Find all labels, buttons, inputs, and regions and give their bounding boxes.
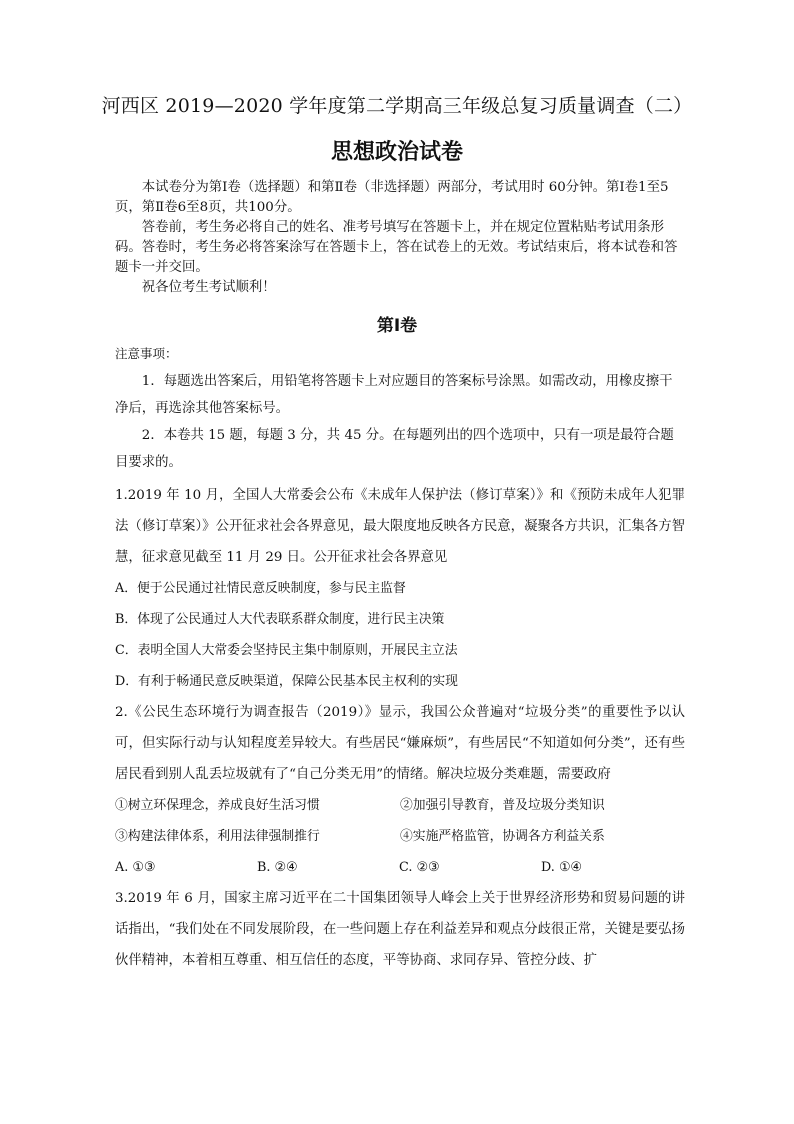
question-2-answer-a: A. ①③ — [115, 860, 156, 875]
question-2-answer-row — [115, 852, 685, 883]
intro-block — [115, 178, 685, 298]
question-2-stem: 2.《公民生态环境行为调查报告（2019）》显示，我国公众普遍对“垃圾分类”的重要性予以认可，但实际行动与认知程度差异较大。有些居民“嫌麻烦”，有些居民“不知道如何分类”，还有些居民看到别人乱丢垃圾就有了“自己分类无用”的情绪。解决垃圾分类难题，需要政府 — [115, 705, 685, 782]
notice-item: 1．每题选出答案后，用铅笔将答题卡上对应题目的答案标号涂黑。如需改动，用橡皮擦干净后，再选涂其他答案标号。 — [115, 374, 673, 416]
intro-paragraph: 本试卷分为第Ⅰ卷（选择题）和第Ⅱ卷（非选择题）两部分，考试用时 60分钟。第Ⅰ卷1至5页，第Ⅱ卷6至8页，共100分。 — [115, 180, 669, 215]
question-2-answer-b: B. ②④ — [257, 860, 298, 875]
section-title: 第Ⅰ卷 — [376, 316, 418, 336]
questions-block — [115, 480, 685, 976]
notice-item: 2．本卷共 15 题，每题 3 分，共 45 分。在每题列出的四个选项中，只有一项是最符合题目要求的。 — [115, 428, 674, 470]
question-2-choice-row — [115, 821, 685, 852]
notice-heading: 注意事项： — [115, 346, 178, 361]
question-2-choice-1: ①树立环保理念，养成良好生活习惯 — [115, 798, 320, 813]
question-2-choice-row — [115, 790, 685, 821]
notice-block — [115, 368, 685, 476]
question-2-choice-4: ④实施严格监管，协调各方利益关系 — [400, 829, 605, 844]
question-1-option-a: A．便于公民通过社情民意反映制度，参与民主监督 — [115, 581, 406, 596]
question-2-answer-d: D. ①④ — [541, 860, 582, 875]
question-2-choice-3: ③构建法律体系，利用法律强制推行 — [115, 829, 320, 844]
exam-title: 河西区 2019—2020 学年度第二学期高三年级总复习质量调查（二） — [101, 95, 693, 117]
intro-paragraph: 答卷前，考生务必将自己的姓名、准考号填写在答题卡上，并在规定位置粘贴考试用条形码。答卷时，考生务必将答案涂写在答题卡上，答在试卷上的无效。考试结束后，将本试卷和答题卡一并交回。 — [115, 220, 678, 275]
question-1-option-d: D．有利于畅通民意反映渠道，保障公民基本民主权利的实现 — [115, 674, 458, 689]
question-3-stem: 3.2019 年 6 月，国家主席习近平在二十国集团领导人峰会上关于世界经济形势和贸易问题的讲话指出，“我们处在不同发展阶段，在一些问题上存在利益差异和观点分歧很正常，关键是要弘扬伙伴精神，本着相互尊重、相互信任的态度，平等协商、求同存异、管控分歧、扩 — [115, 891, 685, 968]
question-2-choice-2: ②加强引导教育，普及垃圾分类知识 — [400, 798, 605, 813]
question-1-stem: 1.2019 年 10 月，全国人大常委会公布《未成年人保护法（修订草案）》和《预防未成年人犯罪法（修订草案）》公开征求社会各界意见，最大限度地反映各方民意，凝聚各方共识，汇集各方智慧，征求意见截至 11 月 29 日。公开征求社会各界意见 — [115, 488, 685, 565]
question-2-answer-c: C. ②③ — [399, 860, 440, 875]
subject-title: 思想政治试卷 — [330, 140, 463, 165]
question-1-option-c: C．表明全国人大常委会坚持民主集中制原则，开展民主立法 — [115, 643, 458, 658]
question-1-option-b: B．体现了公民通过人大代表联系群众制度，进行民主决策 — [115, 612, 445, 627]
intro-paragraph: 祝各位考生考试顺利！ — [141, 280, 276, 295]
